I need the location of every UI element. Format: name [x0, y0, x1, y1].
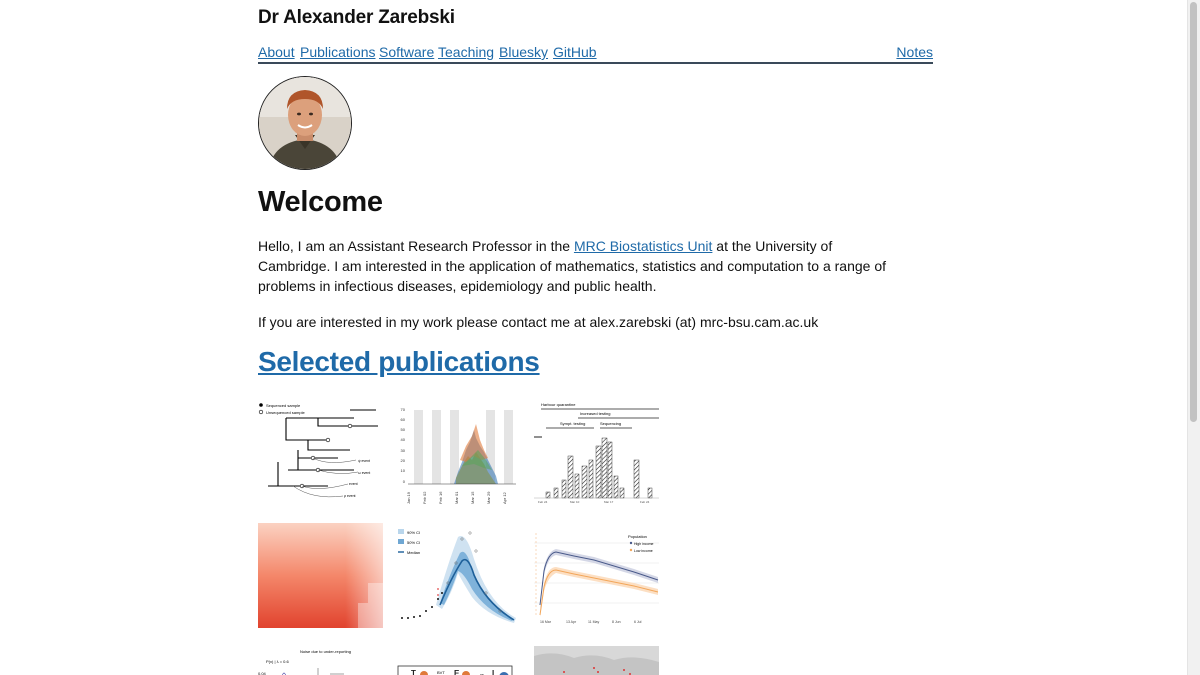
ci-legend-median: Median: [407, 550, 421, 555]
noise-ytick: 0.04: [258, 671, 266, 675]
timeline-xtick-2: Mar 10: [570, 500, 580, 504]
bars-ytick-70: 70: [400, 407, 405, 412]
publication-thumbnail-timeline[interactable]: [534, 400, 659, 505]
bars-xtick-1: Jan 19: [406, 491, 411, 504]
income-legend-high: High income: [634, 542, 654, 546]
bars-ytick-20: 20: [400, 458, 405, 463]
diagram-text-bvt: BVT: [437, 670, 445, 675]
site-title: Dr Alexander Zarebski: [258, 7, 455, 28]
tree-legend-unsequenced: Unsequenced sample: [266, 410, 305, 415]
publication-thumbnail-heatmap[interactable]: [258, 523, 383, 628]
noise-title: Noise due to under-reporting: [300, 649, 351, 654]
avatar: [258, 76, 352, 170]
nav-teaching-link[interactable]: Teaching: [438, 44, 495, 60]
bars-ytick-40: 40: [400, 437, 405, 442]
tree-label-1: ψ event: [358, 459, 371, 463]
publication-thumbnail-tree[interactable]: [258, 400, 383, 505]
bars-ytick-0: 0: [402, 479, 405, 484]
ci-legend-90: 90% CI: [407, 530, 421, 535]
tree-legend-sequenced: Sequenced sample: [266, 403, 301, 408]
diagram-text-vs: vs: [480, 672, 484, 675]
intro-paragraph: [258, 236, 908, 296]
svg-text:E: E: [454, 669, 460, 675]
nav-notes-link[interactable]: Notes: [896, 44, 933, 60]
nav-publications-link[interactable]: Publications: [300, 44, 376, 60]
bars-xtick-7: Apr 12: [502, 492, 507, 504]
bars-ytick-50: 50: [400, 427, 405, 432]
timeline-label-sympt: Sympt. testing: [560, 421, 586, 426]
income-xtick-5: 6 Jul: [634, 620, 642, 624]
publication-thumbnail-map[interactable]: [534, 646, 659, 675]
bars-xtick-3: Feb 16: [438, 491, 443, 504]
timeline-xtick-1: Feb 24: [538, 500, 548, 504]
svg-text:I: I: [492, 669, 495, 675]
nav-about-link[interactable]: About: [258, 44, 295, 60]
publication-thumbnail-diagram[interactable]: [396, 646, 521, 675]
publication-thumbnail-noise[interactable]: [258, 646, 383, 675]
tree-label-2: ω event: [358, 471, 371, 475]
income-xtick-4: 8 Jun: [612, 620, 621, 624]
tree-label-3: event: [349, 482, 358, 486]
income-legend-title: Population: [628, 534, 647, 539]
publication-thumbnail-income[interactable]: [534, 523, 659, 628]
bars-ytick-30: 30: [400, 448, 405, 453]
bars-xtick-2: Feb 02: [422, 491, 427, 504]
timeline-xtick-4: Feb 24: [640, 500, 650, 504]
bars-xtick-6: Mar 29: [486, 491, 491, 504]
timeline-label-testing: Increased testing: [580, 411, 611, 416]
mrc-bsu-link[interactable]: MRC Biostatistics Unit: [573, 238, 713, 254]
selected-publications-heading[interactable]: Selected publications: [258, 346, 540, 377]
timeline-xtick-3: Mar 17: [604, 500, 614, 504]
nav-github-link[interactable]: GitHub: [553, 44, 597, 60]
nav-bluesky-link[interactable]: Bluesky: [499, 44, 549, 60]
main-nav: [258, 44, 933, 64]
timeline-label-quarantine: Harbour quarantine: [541, 402, 576, 407]
income-xtick-2: 13 Apr: [566, 620, 577, 624]
contact-paragraph: If you are interested in my work please contact me at alex.zarebski (at) mrc-bsu.cam.ac.uk: [258, 314, 819, 330]
income-xtick-1: 16 Mar: [540, 620, 551, 624]
bars-xtick-4: Mar 01: [454, 491, 459, 504]
nav-software-link[interactable]: Software: [379, 44, 435, 60]
intro-text-end: at the University of Cambridge. I am interested in the application of mathematics, statistics and computation to a range of problems in infectious diseases, epidemiology and public health.: [258, 238, 886, 294]
scrollbar-thumb[interactable]: [1190, 2, 1197, 422]
bars-ytick-10: 10: [400, 468, 405, 473]
ci-legend-50: 50% CI: [407, 540, 421, 545]
income-xtick-3: 11 May: [588, 620, 600, 624]
vertical-scrollbar[interactable]: [1187, 0, 1200, 675]
bars-xtick-5: Mar 15: [470, 491, 475, 504]
income-legend-low: Low income: [634, 549, 653, 553]
noise-formula: P(x) | λ = 0.6: [266, 659, 289, 664]
timeline-label-sequencing: Sequencing: [600, 421, 622, 426]
publication-thumbnail-bars[interactable]: [396, 400, 521, 505]
publication-thumbnail-ci[interactable]: [396, 523, 521, 628]
welcome-heading: Welcome: [258, 186, 383, 218]
svg-text:T: T: [411, 669, 416, 675]
intro-text-start: Hello, I am an Assistant Research Professor in the: [258, 238, 574, 254]
bars-ytick-60: 60: [400, 417, 405, 422]
tree-label-4: ρ event: [344, 494, 356, 498]
